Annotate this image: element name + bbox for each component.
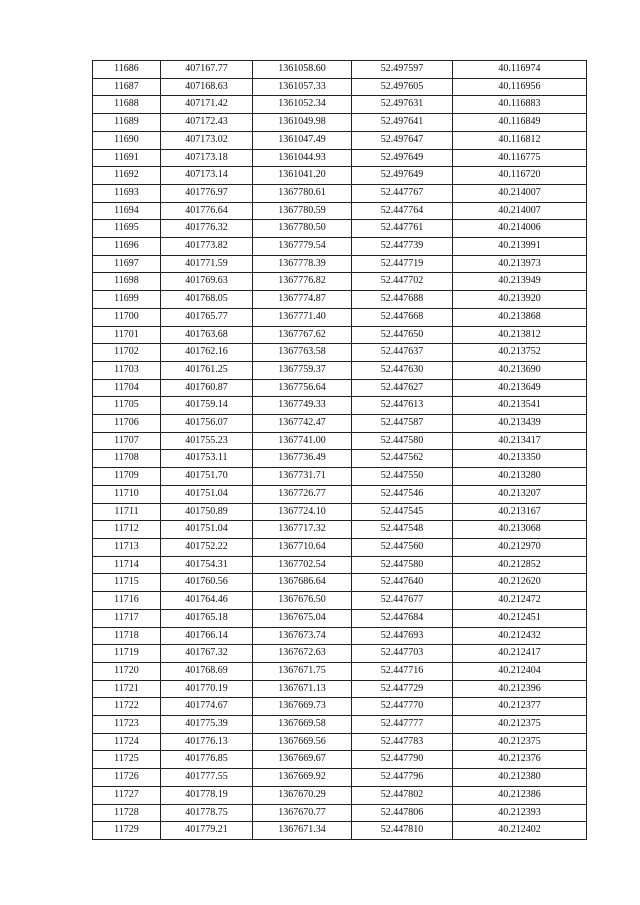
latitude-cell: 52.447716 bbox=[352, 662, 453, 680]
y-coordinate-cell: 1367742.47 bbox=[253, 415, 352, 433]
latitude-cell: 52.497647 bbox=[352, 131, 453, 149]
table-row bbox=[93, 397, 587, 415]
x-coordinate-cell: 401775.39 bbox=[161, 716, 253, 734]
longitude-cell: 40.212472 bbox=[453, 592, 587, 610]
table-row bbox=[93, 78, 587, 96]
latitude-cell: 52.447739 bbox=[352, 238, 453, 256]
latitude-cell: 52.447802 bbox=[352, 786, 453, 804]
x-coordinate-cell: 407167.77 bbox=[161, 61, 253, 79]
latitude-cell: 52.447796 bbox=[352, 769, 453, 787]
latitude-cell: 52.447545 bbox=[352, 503, 453, 521]
x-coordinate-cell: 401776.64 bbox=[161, 202, 253, 220]
table-row bbox=[93, 379, 587, 397]
table-row bbox=[93, 326, 587, 344]
table-row bbox=[93, 574, 587, 592]
point-number-cell: 11700 bbox=[93, 308, 161, 326]
longitude-cell: 40.212432 bbox=[453, 627, 587, 645]
x-coordinate-cell: 401754.31 bbox=[161, 556, 253, 574]
longitude-cell: 40.213752 bbox=[453, 344, 587, 362]
longitude-cell: 40.212451 bbox=[453, 609, 587, 627]
table-row bbox=[93, 131, 587, 149]
longitude-cell: 40.213920 bbox=[453, 291, 587, 309]
table-row bbox=[93, 503, 587, 521]
y-coordinate-cell: 1367771.40 bbox=[253, 308, 352, 326]
point-number-cell: 11722 bbox=[93, 698, 161, 716]
latitude-cell: 52.447767 bbox=[352, 184, 453, 202]
table-row bbox=[93, 255, 587, 273]
longitude-cell: 40.212375 bbox=[453, 716, 587, 734]
point-number-cell: 11705 bbox=[93, 397, 161, 415]
latitude-cell: 52.447650 bbox=[352, 326, 453, 344]
table-row bbox=[93, 698, 587, 716]
y-coordinate-cell: 1361049.98 bbox=[253, 114, 352, 132]
longitude-cell: 40.212417 bbox=[453, 645, 587, 663]
y-coordinate-cell: 1367778.39 bbox=[253, 255, 352, 273]
latitude-cell: 52.447777 bbox=[352, 716, 453, 734]
x-coordinate-cell: 401769.63 bbox=[161, 273, 253, 291]
point-number-cell: 11719 bbox=[93, 645, 161, 663]
latitude-cell: 52.447684 bbox=[352, 609, 453, 627]
table-row bbox=[93, 680, 587, 698]
y-coordinate-cell: 1367726.77 bbox=[253, 485, 352, 503]
longitude-cell: 40.116775 bbox=[453, 149, 587, 167]
x-coordinate-cell: 401750.89 bbox=[161, 503, 253, 521]
latitude-cell: 52.447729 bbox=[352, 680, 453, 698]
x-coordinate-cell: 401776.97 bbox=[161, 184, 253, 202]
y-coordinate-cell: 1367749.33 bbox=[253, 397, 352, 415]
table-row bbox=[93, 273, 587, 291]
point-number-cell: 11714 bbox=[93, 556, 161, 574]
longitude-cell: 40.213350 bbox=[453, 450, 587, 468]
x-coordinate-cell: 401774.67 bbox=[161, 698, 253, 716]
latitude-cell: 52.447668 bbox=[352, 308, 453, 326]
y-coordinate-cell: 1367736.49 bbox=[253, 450, 352, 468]
y-coordinate-cell: 1361044.93 bbox=[253, 149, 352, 167]
point-number-cell: 11696 bbox=[93, 238, 161, 256]
point-number-cell: 11715 bbox=[93, 574, 161, 592]
point-number-cell: 11718 bbox=[93, 627, 161, 645]
longitude-cell: 40.213207 bbox=[453, 485, 587, 503]
point-number-cell: 11725 bbox=[93, 751, 161, 769]
y-coordinate-cell: 1367702.54 bbox=[253, 556, 352, 574]
x-coordinate-cell: 401764.46 bbox=[161, 592, 253, 610]
x-coordinate-cell: 401773.82 bbox=[161, 238, 253, 256]
latitude-cell: 52.447783 bbox=[352, 733, 453, 751]
table-row bbox=[93, 786, 587, 804]
table-row bbox=[93, 592, 587, 610]
point-number-cell: 11727 bbox=[93, 786, 161, 804]
y-coordinate-cell: 1367671.75 bbox=[253, 662, 352, 680]
point-number-cell: 11711 bbox=[93, 503, 161, 521]
x-coordinate-cell: 401778.19 bbox=[161, 786, 253, 804]
latitude-cell: 52.447562 bbox=[352, 450, 453, 468]
table-row bbox=[93, 184, 587, 202]
longitude-cell: 40.212377 bbox=[453, 698, 587, 716]
x-coordinate-cell: 401761.25 bbox=[161, 361, 253, 379]
y-coordinate-cell: 1367686.64 bbox=[253, 574, 352, 592]
latitude-cell: 52.447546 bbox=[352, 485, 453, 503]
longitude-cell: 40.212380 bbox=[453, 769, 587, 787]
x-coordinate-cell: 407171.42 bbox=[161, 96, 253, 114]
point-number-cell: 11709 bbox=[93, 468, 161, 486]
longitude-cell: 40.213068 bbox=[453, 521, 587, 539]
latitude-cell: 52.447627 bbox=[352, 379, 453, 397]
y-coordinate-cell: 1367776.82 bbox=[253, 273, 352, 291]
x-coordinate-cell: 401779.21 bbox=[161, 822, 253, 840]
latitude-cell: 52.447693 bbox=[352, 627, 453, 645]
longitude-cell: 40.213973 bbox=[453, 255, 587, 273]
longitude-cell: 40.212386 bbox=[453, 786, 587, 804]
y-coordinate-cell: 1361052.34 bbox=[253, 96, 352, 114]
point-number-cell: 11721 bbox=[93, 680, 161, 698]
x-coordinate-cell: 407172.43 bbox=[161, 114, 253, 132]
y-coordinate-cell: 1367780.59 bbox=[253, 202, 352, 220]
y-coordinate-cell: 1367774.87 bbox=[253, 291, 352, 309]
latitude-cell: 52.497649 bbox=[352, 167, 453, 185]
latitude-cell: 52.447764 bbox=[352, 202, 453, 220]
x-coordinate-cell: 401751.04 bbox=[161, 485, 253, 503]
x-coordinate-cell: 407173.02 bbox=[161, 131, 253, 149]
point-number-cell: 11690 bbox=[93, 131, 161, 149]
longitude-cell: 40.212376 bbox=[453, 751, 587, 769]
y-coordinate-cell: 1367672.63 bbox=[253, 645, 352, 663]
table-row bbox=[93, 361, 587, 379]
point-number-cell: 11688 bbox=[93, 96, 161, 114]
longitude-cell: 40.116849 bbox=[453, 114, 587, 132]
point-number-cell: 11710 bbox=[93, 485, 161, 503]
point-number-cell: 11699 bbox=[93, 291, 161, 309]
longitude-cell: 40.213439 bbox=[453, 415, 587, 433]
table-row bbox=[93, 556, 587, 574]
x-coordinate-cell: 401765.77 bbox=[161, 308, 253, 326]
y-coordinate-cell: 1367763.58 bbox=[253, 344, 352, 362]
longitude-cell: 40.213991 bbox=[453, 238, 587, 256]
x-coordinate-cell: 401767.32 bbox=[161, 645, 253, 663]
y-coordinate-cell: 1367671.13 bbox=[253, 680, 352, 698]
y-coordinate-cell: 1367710.64 bbox=[253, 538, 352, 556]
point-number-cell: 11708 bbox=[93, 450, 161, 468]
table-row bbox=[93, 804, 587, 822]
latitude-cell: 52.447580 bbox=[352, 556, 453, 574]
latitude-cell: 52.447560 bbox=[352, 538, 453, 556]
point-number-cell: 11686 bbox=[93, 61, 161, 79]
longitude-cell: 40.213167 bbox=[453, 503, 587, 521]
y-coordinate-cell: 1367759.37 bbox=[253, 361, 352, 379]
point-number-cell: 11724 bbox=[93, 733, 161, 751]
table-row bbox=[93, 167, 587, 185]
table-row bbox=[93, 61, 587, 79]
point-number-cell: 11712 bbox=[93, 521, 161, 539]
longitude-cell: 40.116812 bbox=[453, 131, 587, 149]
longitude-cell: 40.213949 bbox=[453, 273, 587, 291]
latitude-cell: 52.447637 bbox=[352, 344, 453, 362]
latitude-cell: 52.497605 bbox=[352, 78, 453, 96]
latitude-cell: 52.447548 bbox=[352, 521, 453, 539]
x-coordinate-cell: 401768.05 bbox=[161, 291, 253, 309]
longitude-cell: 40.213417 bbox=[453, 432, 587, 450]
y-coordinate-cell: 1367780.50 bbox=[253, 220, 352, 238]
x-coordinate-cell: 401751.04 bbox=[161, 521, 253, 539]
table-row bbox=[93, 645, 587, 663]
latitude-cell: 52.447770 bbox=[352, 698, 453, 716]
latitude-cell: 52.447719 bbox=[352, 255, 453, 273]
y-coordinate-cell: 1367767.62 bbox=[253, 326, 352, 344]
point-number-cell: 11692 bbox=[93, 167, 161, 185]
x-coordinate-cell: 401778.75 bbox=[161, 804, 253, 822]
x-coordinate-cell: 401776.85 bbox=[161, 751, 253, 769]
y-coordinate-cell: 1367717.32 bbox=[253, 521, 352, 539]
point-number-cell: 11701 bbox=[93, 326, 161, 344]
x-coordinate-cell: 401760.56 bbox=[161, 574, 253, 592]
point-number-cell: 11689 bbox=[93, 114, 161, 132]
table-row bbox=[93, 96, 587, 114]
longitude-cell: 40.116720 bbox=[453, 167, 587, 185]
longitude-cell: 40.213280 bbox=[453, 468, 587, 486]
table-row bbox=[93, 822, 587, 840]
x-coordinate-cell: 401765.18 bbox=[161, 609, 253, 627]
x-coordinate-cell: 401752.22 bbox=[161, 538, 253, 556]
latitude-cell: 52.447630 bbox=[352, 361, 453, 379]
coordinates-table-body bbox=[93, 61, 587, 840]
x-coordinate-cell: 401756.07 bbox=[161, 415, 253, 433]
longitude-cell: 40.213541 bbox=[453, 397, 587, 415]
table-row bbox=[93, 538, 587, 556]
y-coordinate-cell: 1367670.77 bbox=[253, 804, 352, 822]
x-coordinate-cell: 401777.55 bbox=[161, 769, 253, 787]
latitude-cell: 52.497641 bbox=[352, 114, 453, 132]
table-row bbox=[93, 769, 587, 787]
point-number-cell: 11729 bbox=[93, 822, 161, 840]
x-coordinate-cell: 401762.16 bbox=[161, 344, 253, 362]
point-number-cell: 11693 bbox=[93, 184, 161, 202]
longitude-cell: 40.212375 bbox=[453, 733, 587, 751]
longitude-cell: 40.212404 bbox=[453, 662, 587, 680]
y-coordinate-cell: 1361041.20 bbox=[253, 167, 352, 185]
longitude-cell: 40.213868 bbox=[453, 308, 587, 326]
point-number-cell: 11687 bbox=[93, 78, 161, 96]
table-row bbox=[93, 114, 587, 132]
point-number-cell: 11720 bbox=[93, 662, 161, 680]
table-row bbox=[93, 733, 587, 751]
table-row bbox=[93, 609, 587, 627]
point-number-cell: 11726 bbox=[93, 769, 161, 787]
latitude-cell: 52.447761 bbox=[352, 220, 453, 238]
y-coordinate-cell: 1361057.33 bbox=[253, 78, 352, 96]
latitude-cell: 52.447810 bbox=[352, 822, 453, 840]
x-coordinate-cell: 407173.14 bbox=[161, 167, 253, 185]
latitude-cell: 52.447550 bbox=[352, 468, 453, 486]
y-coordinate-cell: 1367675.04 bbox=[253, 609, 352, 627]
table-row bbox=[93, 662, 587, 680]
point-number-cell: 11691 bbox=[93, 149, 161, 167]
point-number-cell: 11713 bbox=[93, 538, 161, 556]
y-coordinate-cell: 1367669.73 bbox=[253, 698, 352, 716]
point-number-cell: 11697 bbox=[93, 255, 161, 273]
y-coordinate-cell: 1367741.00 bbox=[253, 432, 352, 450]
table-row bbox=[93, 432, 587, 450]
point-number-cell: 11702 bbox=[93, 344, 161, 362]
y-coordinate-cell: 1367671.34 bbox=[253, 822, 352, 840]
latitude-cell: 52.497649 bbox=[352, 149, 453, 167]
x-coordinate-cell: 407168.63 bbox=[161, 78, 253, 96]
x-coordinate-cell: 407173.18 bbox=[161, 149, 253, 167]
longitude-cell: 40.214006 bbox=[453, 220, 587, 238]
y-coordinate-cell: 1367673.74 bbox=[253, 627, 352, 645]
y-coordinate-cell: 1367669.92 bbox=[253, 769, 352, 787]
table-row bbox=[93, 415, 587, 433]
table-row bbox=[93, 521, 587, 539]
point-number-cell: 11706 bbox=[93, 415, 161, 433]
longitude-cell: 40.212393 bbox=[453, 804, 587, 822]
longitude-cell: 40.212396 bbox=[453, 680, 587, 698]
longitude-cell: 40.212620 bbox=[453, 574, 587, 592]
point-number-cell: 11704 bbox=[93, 379, 161, 397]
y-coordinate-cell: 1361058.60 bbox=[253, 61, 352, 79]
x-coordinate-cell: 401776.13 bbox=[161, 733, 253, 751]
y-coordinate-cell: 1361047.49 bbox=[253, 131, 352, 149]
y-coordinate-cell: 1367731.71 bbox=[253, 468, 352, 486]
point-number-cell: 11716 bbox=[93, 592, 161, 610]
point-number-cell: 11698 bbox=[93, 273, 161, 291]
y-coordinate-cell: 1367669.56 bbox=[253, 733, 352, 751]
longitude-cell: 40.212402 bbox=[453, 822, 587, 840]
y-coordinate-cell: 1367676.50 bbox=[253, 592, 352, 610]
x-coordinate-cell: 401751.70 bbox=[161, 468, 253, 486]
point-number-cell: 11728 bbox=[93, 804, 161, 822]
latitude-cell: 52.447806 bbox=[352, 804, 453, 822]
longitude-cell: 40.116883 bbox=[453, 96, 587, 114]
longitude-cell: 40.116974 bbox=[453, 61, 587, 79]
longitude-cell: 40.213690 bbox=[453, 361, 587, 379]
latitude-cell: 52.447688 bbox=[352, 291, 453, 309]
latitude-cell: 52.447587 bbox=[352, 415, 453, 433]
y-coordinate-cell: 1367669.58 bbox=[253, 716, 352, 734]
latitude-cell: 52.447613 bbox=[352, 397, 453, 415]
x-coordinate-cell: 401760.87 bbox=[161, 379, 253, 397]
table-row bbox=[93, 220, 587, 238]
longitude-cell: 40.213812 bbox=[453, 326, 587, 344]
latitude-cell: 52.447640 bbox=[352, 574, 453, 592]
longitude-cell: 40.212852 bbox=[453, 556, 587, 574]
table-row bbox=[93, 344, 587, 362]
x-coordinate-cell: 401768.69 bbox=[161, 662, 253, 680]
x-coordinate-cell: 401776.32 bbox=[161, 220, 253, 238]
x-coordinate-cell: 401771.59 bbox=[161, 255, 253, 273]
longitude-cell: 40.213649 bbox=[453, 379, 587, 397]
latitude-cell: 52.497597 bbox=[352, 61, 453, 79]
longitude-cell: 40.214007 bbox=[453, 202, 587, 220]
latitude-cell: 52.447790 bbox=[352, 751, 453, 769]
point-number-cell: 11723 bbox=[93, 716, 161, 734]
table-row bbox=[93, 238, 587, 256]
y-coordinate-cell: 1367779.54 bbox=[253, 238, 352, 256]
latitude-cell: 52.497631 bbox=[352, 96, 453, 114]
coordinates-table bbox=[92, 60, 587, 840]
point-number-cell: 11717 bbox=[93, 609, 161, 627]
point-number-cell: 11694 bbox=[93, 202, 161, 220]
table-row bbox=[93, 202, 587, 220]
latitude-cell: 52.447677 bbox=[352, 592, 453, 610]
y-coordinate-cell: 1367780.61 bbox=[253, 184, 352, 202]
x-coordinate-cell: 401763.68 bbox=[161, 326, 253, 344]
latitude-cell: 52.447703 bbox=[352, 645, 453, 663]
x-coordinate-cell: 401766.14 bbox=[161, 627, 253, 645]
point-number-cell: 11707 bbox=[93, 432, 161, 450]
x-coordinate-cell: 401753.11 bbox=[161, 450, 253, 468]
latitude-cell: 52.447702 bbox=[352, 273, 453, 291]
table-row bbox=[93, 751, 587, 769]
point-number-cell: 11695 bbox=[93, 220, 161, 238]
table-row bbox=[93, 485, 587, 503]
table-row bbox=[93, 627, 587, 645]
x-coordinate-cell: 401770.19 bbox=[161, 680, 253, 698]
y-coordinate-cell: 1367724.10 bbox=[253, 503, 352, 521]
y-coordinate-cell: 1367670.29 bbox=[253, 786, 352, 804]
table-row bbox=[93, 149, 587, 167]
table-row bbox=[93, 468, 587, 486]
longitude-cell: 40.212970 bbox=[453, 538, 587, 556]
y-coordinate-cell: 1367756.64 bbox=[253, 379, 352, 397]
y-coordinate-cell: 1367669.67 bbox=[253, 751, 352, 769]
table-row bbox=[93, 450, 587, 468]
x-coordinate-cell: 401759.14 bbox=[161, 397, 253, 415]
x-coordinate-cell: 401755.23 bbox=[161, 432, 253, 450]
longitude-cell: 40.214007 bbox=[453, 184, 587, 202]
table-row bbox=[93, 291, 587, 309]
point-number-cell: 11703 bbox=[93, 361, 161, 379]
table-row bbox=[93, 716, 587, 734]
longitude-cell: 40.116956 bbox=[453, 78, 587, 96]
table-row bbox=[93, 308, 587, 326]
latitude-cell: 52.447580 bbox=[352, 432, 453, 450]
